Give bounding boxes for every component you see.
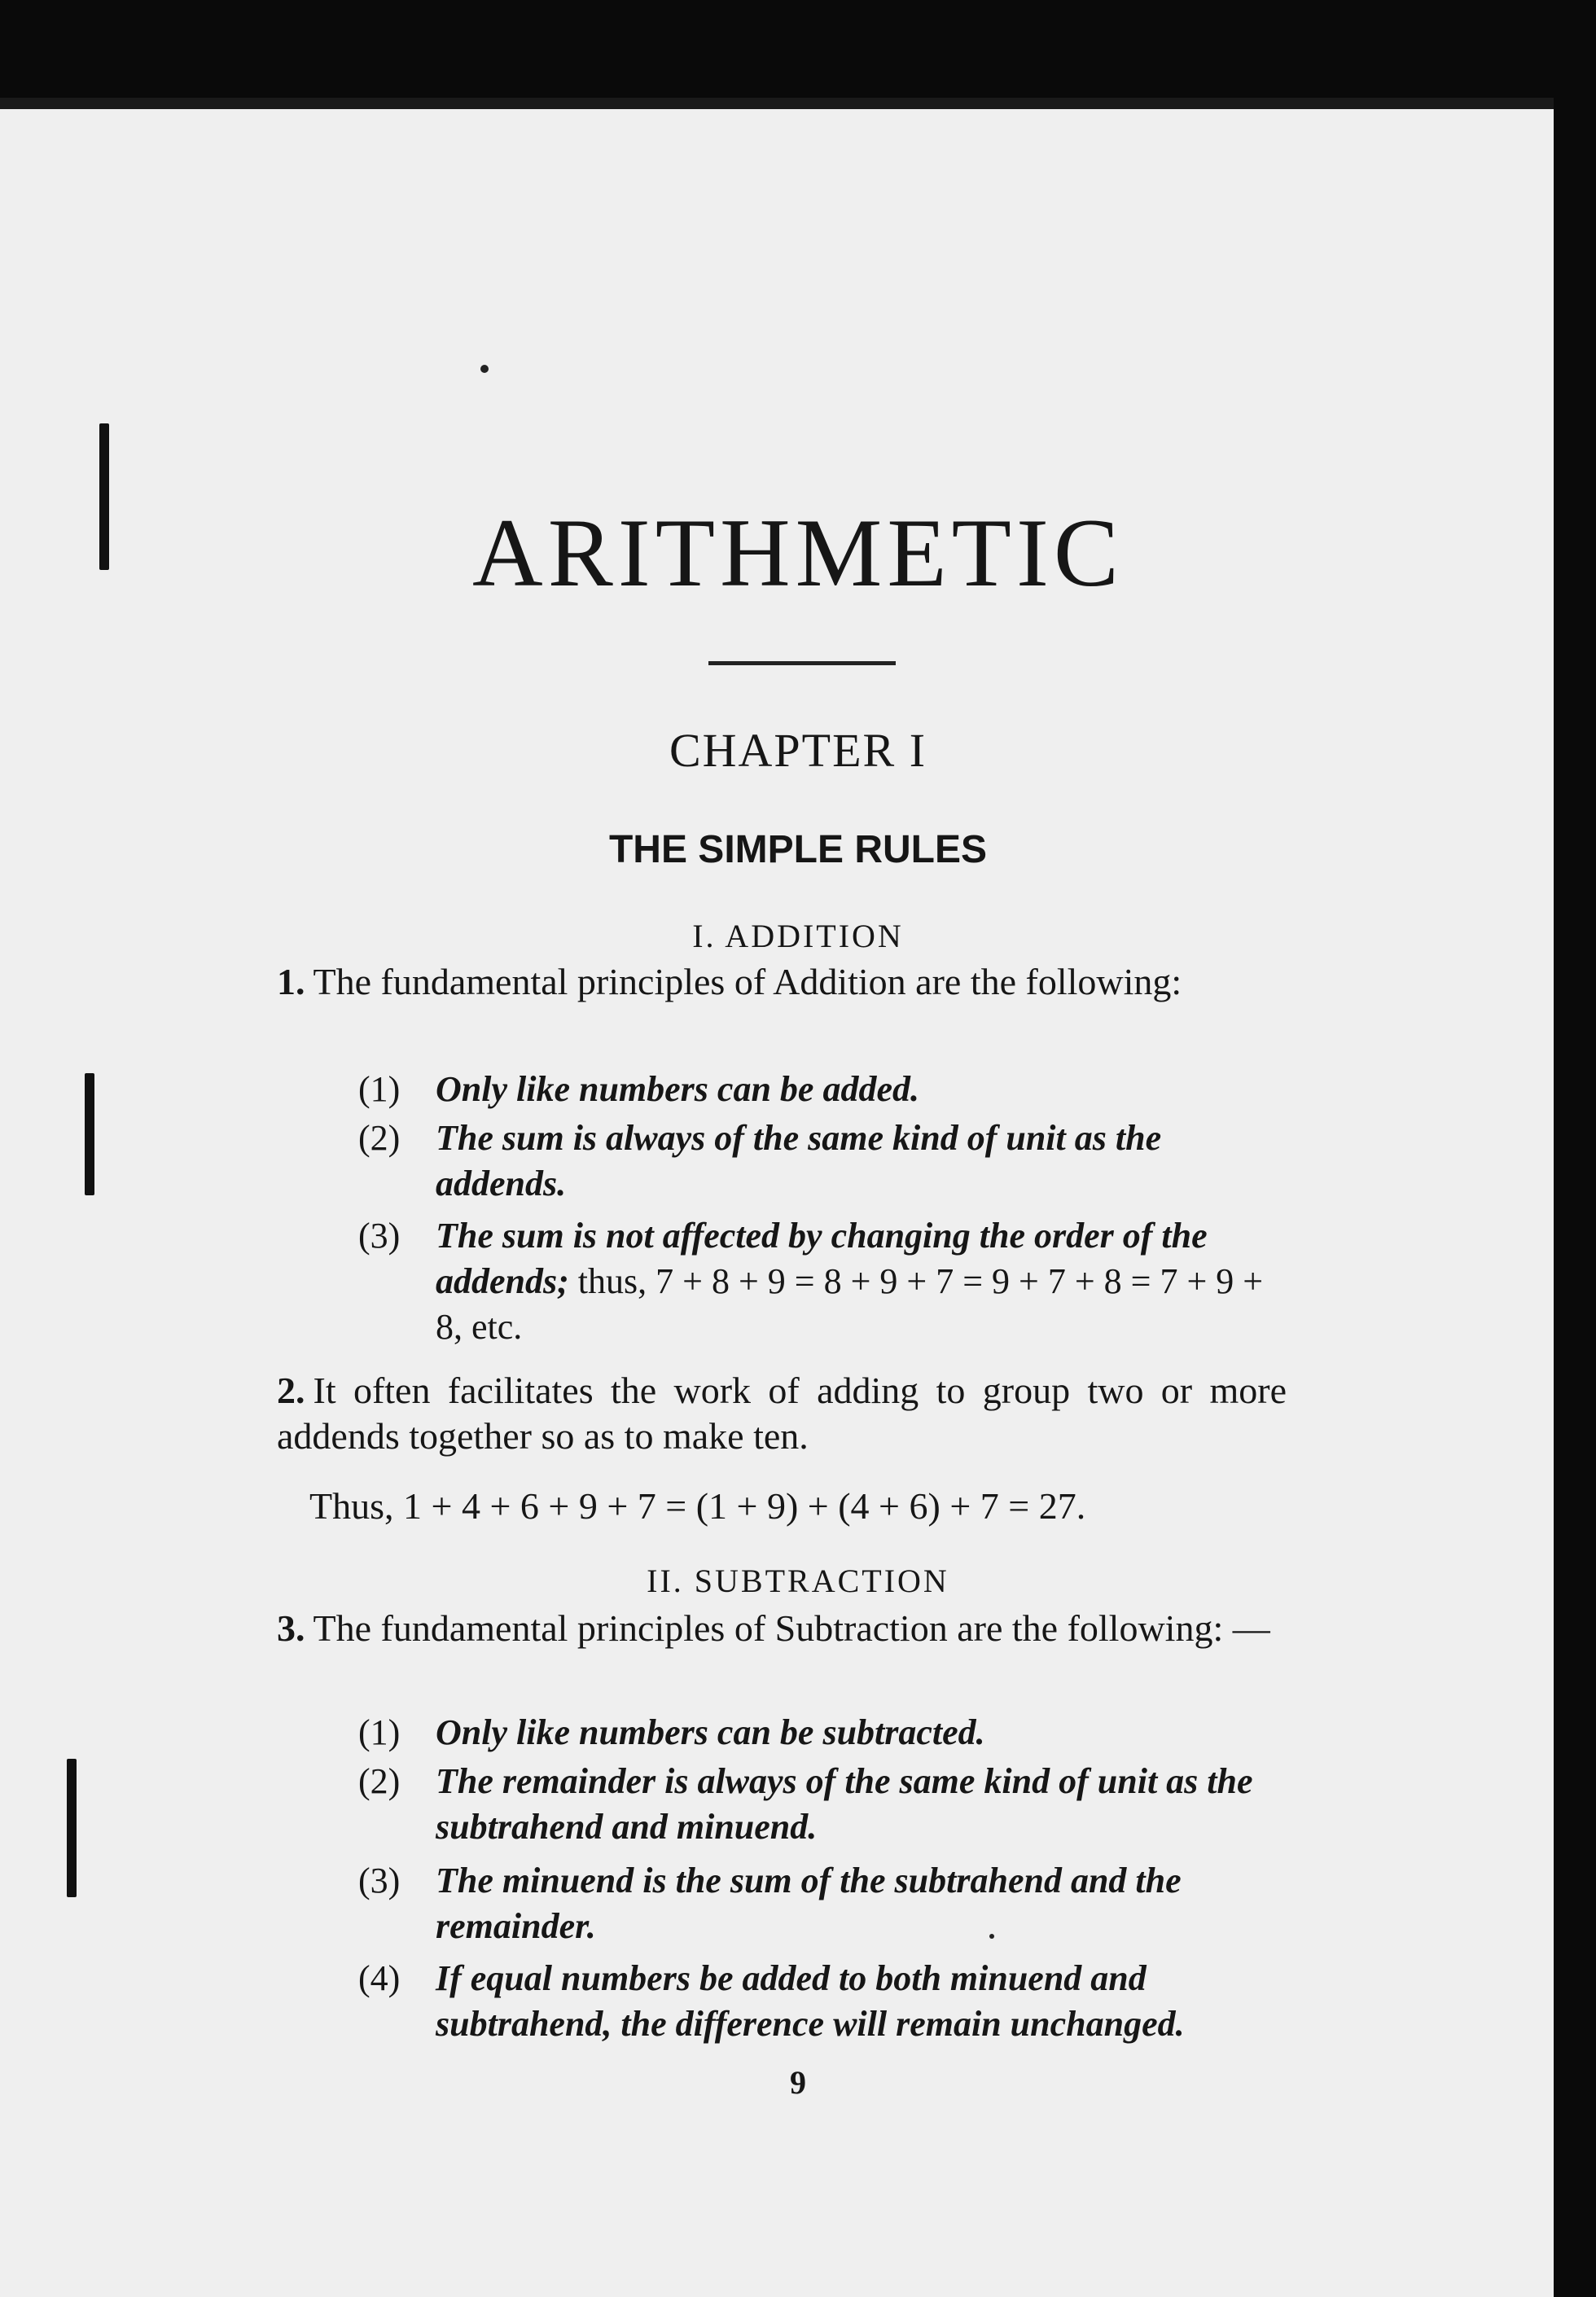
gutter-mark — [67, 1759, 77, 1897]
list-index: (2) — [358, 1761, 401, 1801]
ink-speck — [480, 365, 489, 373]
list-item — [358, 1213, 1295, 1350]
book-title: ARITHMETIC — [472, 498, 1124, 607]
list-item — [358, 1710, 1295, 1756]
list-index: (3) — [358, 1216, 401, 1256]
page-number: 9 — [790, 2064, 806, 2101]
list-text-example: thus, 7 + 8 + 9 = 8 + 9 + 7 = 9 + 7 + 8 = 7 + 9 + 8, etc. — [436, 1261, 1264, 1347]
list-index: (2) — [358, 1118, 401, 1158]
chapter-subtitle: THE SIMPLE RULES — [608, 828, 988, 871]
list-text: The minuend is the sum of the subtrahend and the remainder. — [436, 1861, 1182, 1946]
list-text: The sum is always of the same kind of unit as the addends. — [436, 1118, 1162, 1203]
list-text: The remainder is always of the same kind of unit as the subtrahend and minuend. — [436, 1761, 1253, 1847]
paragraph-number: 3. — [277, 1607, 305, 1649]
paragraph-text: The fundamental principles of Addition are the following: — [313, 961, 1182, 1002]
title-rule — [708, 661, 896, 665]
list-item — [358, 1759, 1295, 1850]
section-heading-subtraction: II. SUBTRACTION — [647, 1563, 949, 1599]
list-item — [358, 1116, 1295, 1207]
list-index: (1) — [358, 1712, 401, 1752]
list-text: If equal numbers be added to both minuend and subtrahend, the difference will remain unchanged. — [436, 1958, 1185, 2044]
paragraph-3 — [277, 1606, 1287, 1651]
list-item — [358, 1956, 1295, 2047]
section-heading-addition: I. ADDITION — [692, 918, 904, 954]
list-text: Only like numbers can be subtracted. — [436, 1712, 985, 1752]
page-top-edge — [0, 98, 1554, 109]
addition-example: Thus, 1 + 4 + 6 + 9 + 7 = (1 + 9) + (4 + 6) + 7 = 27. — [309, 1485, 1086, 1527]
chapter-heading: CHAPTER I — [669, 724, 927, 777]
paragraph-2 — [277, 1368, 1287, 1459]
list-item — [358, 1067, 1295, 1112]
paragraph-text: It often facilitates the work of adding to group two or more addends together so as to make ten. — [277, 1370, 1287, 1457]
gutter-mark — [85, 1073, 94, 1195]
list-item — [358, 1858, 1295, 1949]
list-text: The sum is not affected by changing the order of the addends; — [436, 1216, 1208, 1301]
list-index: (3) — [358, 1861, 401, 1900]
list-index: (4) — [358, 1958, 401, 1998]
paragraph-number: 1. — [277, 961, 305, 1002]
list-index: (1) — [358, 1069, 401, 1109]
paragraph-text: The fundamental principles of Subtraction are the following: — — [313, 1607, 1270, 1649]
paragraph-number: 2. — [277, 1370, 305, 1411]
list-text: Only like numbers can be added. — [436, 1069, 919, 1109]
paragraph-1 — [277, 959, 1287, 1005]
